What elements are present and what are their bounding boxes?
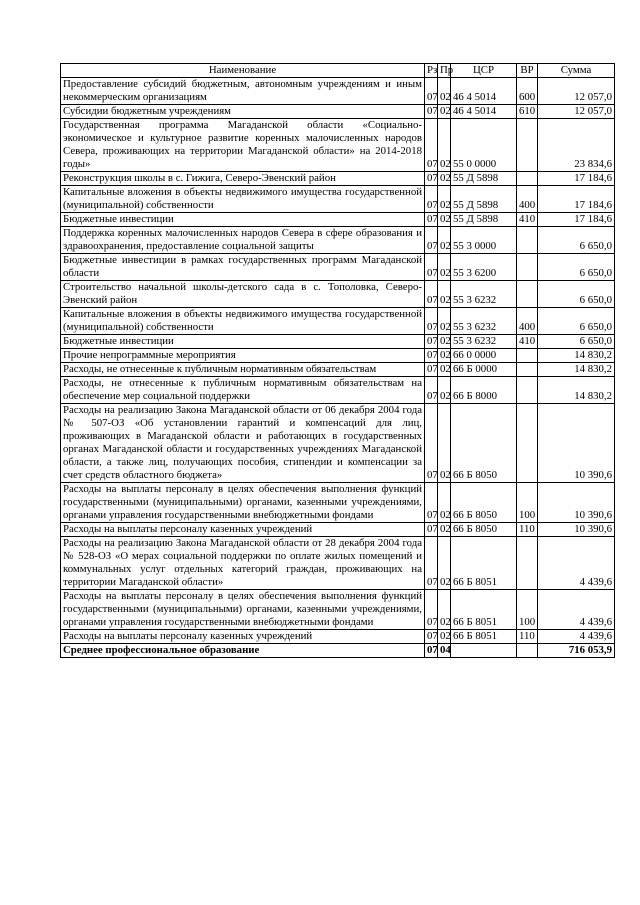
cell-sum: 17 184,6 (538, 172, 615, 186)
cell-pr: 02 (438, 308, 451, 335)
cell-sum: 10 390,6 (538, 404, 615, 483)
cell-vr (517, 119, 538, 172)
table-row (61, 213, 615, 227)
cell-pr: 02 (438, 377, 451, 404)
cell-sum: 17 184,6 (538, 213, 615, 227)
cell-sum: 10 390,6 (538, 523, 615, 537)
table-row (61, 523, 615, 537)
cell-csr: 66 Б 8050 (451, 404, 517, 483)
table-header-row (61, 64, 615, 78)
table-row (61, 644, 615, 658)
cell-csr: 55 3 6232 (451, 335, 517, 349)
cell-pr: 02 (438, 335, 451, 349)
cell-pr: 02 (438, 537, 451, 590)
cell-sum: 4 439,6 (538, 630, 615, 644)
table-row (61, 349, 615, 363)
cell-name: Расходы на реализацию Закона Магаданской области от 28 декабря 2004 года № 528-ОЗ «О мерах социальной поддержки по оплате жилых помещений и коммунальных услуг отдельных категорий граждан, проживающих на территории Магаданской области» (61, 537, 425, 590)
cell-pr: 02 (438, 172, 451, 186)
cell-pr: 02 (438, 349, 451, 363)
cell-pr: 02 (438, 630, 451, 644)
cell-csr: 66 Б 8051 (451, 630, 517, 644)
cell-vr (517, 281, 538, 308)
cell-vr: 410 (517, 213, 538, 227)
cell-name: Расходы на выплаты персоналу казенных учреждений (61, 523, 425, 537)
cell-sum: 14 830,2 (538, 377, 615, 404)
cell-pr: 02 (438, 105, 451, 119)
cell-csr: 55 Д 5898 (451, 213, 517, 227)
cell-pr: 02 (438, 227, 451, 254)
table-row (61, 630, 615, 644)
cell-name: Расходы на выплаты персоналу в целях обеспечения выполнения функций государственными (муниципальными) органами, казенными учреждениями, органами управления государственными внебюджетными фондами (61, 483, 425, 523)
cell-rz: 07 (425, 119, 438, 172)
cell-pr: 02 (438, 254, 451, 281)
table-body (61, 78, 615, 658)
header-vr: ВР (517, 64, 538, 78)
table-row (61, 590, 615, 630)
cell-rz: 07 (425, 404, 438, 483)
cell-csr: 46 4 5014 (451, 78, 517, 105)
table-row (61, 335, 615, 349)
cell-sum: 17 184,6 (538, 186, 615, 213)
table-row (61, 172, 615, 186)
table-row (61, 186, 615, 213)
cell-vr (517, 172, 538, 186)
cell-rz: 07 (425, 523, 438, 537)
cell-rz: 07 (425, 213, 438, 227)
cell-name: Капитальные вложения в объекты недвижимого имущества государственной (муниципальной) собственности (61, 186, 425, 213)
cell-sum: 10 390,6 (538, 483, 615, 523)
cell-csr: 55 Д 5898 (451, 186, 517, 213)
cell-rz: 07 (425, 377, 438, 404)
cell-csr: 55 0 0000 (451, 119, 517, 172)
cell-vr: 100 (517, 483, 538, 523)
cell-csr: 66 Б 8000 (451, 377, 517, 404)
cell-pr: 04 (438, 644, 451, 658)
header-pr: Пр (438, 64, 451, 78)
cell-pr: 02 (438, 213, 451, 227)
cell-vr (517, 363, 538, 377)
cell-sum: 6 650,0 (538, 281, 615, 308)
cell-rz: 07 (425, 227, 438, 254)
cell-csr: 66 Б 0000 (451, 363, 517, 377)
cell-vr (517, 377, 538, 404)
cell-sum: 4 439,6 (538, 537, 615, 590)
cell-rz: 07 (425, 308, 438, 335)
cell-pr: 02 (438, 523, 451, 537)
cell-vr: 410 (517, 335, 538, 349)
cell-vr (517, 227, 538, 254)
cell-sum: 6 650,0 (538, 227, 615, 254)
cell-pr: 02 (438, 186, 451, 213)
cell-sum: 23 834,6 (538, 119, 615, 172)
cell-name: Среднее профессиональное образование (61, 644, 425, 658)
cell-pr: 02 (438, 78, 451, 105)
cell-vr (517, 404, 538, 483)
cell-vr: 110 (517, 523, 538, 537)
cell-vr: 610 (517, 105, 538, 119)
cell-vr (517, 349, 538, 363)
table-row (61, 404, 615, 483)
cell-name: Бюджетные инвестиции (61, 335, 425, 349)
cell-csr (451, 644, 517, 658)
header-rz: Рз (425, 64, 438, 78)
cell-name: Поддержка коренных малочисленных народов Севера в сфере образования и здравоохранения, предоставление социальной защиты (61, 227, 425, 254)
cell-pr: 02 (438, 404, 451, 483)
cell-rz: 07 (425, 537, 438, 590)
table-row (61, 483, 615, 523)
cell-csr: 55 3 6200 (451, 254, 517, 281)
cell-name: Расходы, не отнесенные к публичным нормативным обязательствам (61, 363, 425, 377)
cell-sum: 6 650,0 (538, 254, 615, 281)
cell-vr (517, 254, 538, 281)
cell-name: Расходы на реализацию Закона Магаданской области от 06 декабря 2004 года № 507-ОЗ «Об установлении гарантий и компенсаций для лиц, проживающих в Магаданской области и работающих в государственных органах Магаданской области и государственных учреждениях Магаданской области, а также лиц, получающих пособия, стипендии и компенсации за счет средств областного бюджета» (61, 404, 425, 483)
table-row (61, 537, 615, 590)
cell-sum: 14 830,2 (538, 363, 615, 377)
cell-rz: 07 (425, 363, 438, 377)
cell-vr: 400 (517, 186, 538, 213)
cell-name: Субсидии бюджетным учреждениям (61, 105, 425, 119)
table-row (61, 105, 615, 119)
cell-name: Строительство начальной школы-детского сада в с. Тополовка, Северо-Эвенский район (61, 281, 425, 308)
cell-csr: 66 Б 8051 (451, 537, 517, 590)
cell-csr: 55 3 6232 (451, 281, 517, 308)
cell-csr: 46 4 5014 (451, 105, 517, 119)
table-row (61, 227, 615, 254)
cell-sum: 12 057,0 (538, 78, 615, 105)
cell-sum: 14 830,2 (538, 349, 615, 363)
cell-name: Бюджетные инвестиции (61, 213, 425, 227)
cell-csr: 66 Б 8050 (451, 483, 517, 523)
cell-csr: 66 Б 8051 (451, 590, 517, 630)
table-row (61, 254, 615, 281)
cell-rz: 07 (425, 78, 438, 105)
cell-vr: 400 (517, 308, 538, 335)
cell-sum: 12 057,0 (538, 105, 615, 119)
cell-rz: 07 (425, 105, 438, 119)
cell-rz: 07 (425, 483, 438, 523)
cell-name: Предоставление субсидий бюджетным, автономным учреждениям и иным некоммерческим организациям (61, 78, 425, 105)
budget-table (60, 63, 615, 658)
header-name: Наименование (61, 64, 425, 78)
cell-sum: 6 650,0 (538, 335, 615, 349)
cell-pr: 02 (438, 281, 451, 308)
cell-rz: 07 (425, 281, 438, 308)
cell-vr: 110 (517, 630, 538, 644)
cell-name: Расходы на выплаты персоналу казенных учреждений (61, 630, 425, 644)
cell-csr: 55 3 0000 (451, 227, 517, 254)
cell-csr: 55 Д 5898 (451, 172, 517, 186)
cell-name: Государственная программа Магаданской области «Социально-экономическое и культурное развитие коренных малочисленных народов Севера, проживающих на территории Магаданской области» на 2014-2018 годы» (61, 119, 425, 172)
cell-rz: 07 (425, 172, 438, 186)
cell-name: Бюджетные инвестиции в рамках государственных программ Магаданской области (61, 254, 425, 281)
cell-pr: 02 (438, 119, 451, 172)
table-row (61, 363, 615, 377)
cell-vr: 100 (517, 590, 538, 630)
cell-rz: 07 (425, 335, 438, 349)
cell-sum: 6 650,0 (538, 308, 615, 335)
cell-name: Расходы на выплаты персоналу в целях обеспечения выполнения функций государственными (муниципальными) органами, казенными учреждениями, органами управления государственными внебюджетными фондами (61, 590, 425, 630)
cell-vr: 600 (517, 78, 538, 105)
cell-sum: 716 053,9 (538, 644, 615, 658)
header-csr: ЦСР (451, 64, 517, 78)
cell-name: Реконструкция школы в с. Гижига, Северо-Эвенский район (61, 172, 425, 186)
cell-rz: 07 (425, 630, 438, 644)
table-row (61, 78, 615, 105)
cell-rz: 07 (425, 186, 438, 213)
header-sum: Сумма (538, 64, 615, 78)
cell-pr: 02 (438, 363, 451, 377)
table-row (61, 308, 615, 335)
cell-rz: 07 (425, 590, 438, 630)
table-row (61, 281, 615, 308)
table-row (61, 377, 615, 404)
cell-vr (517, 644, 538, 658)
cell-pr: 02 (438, 483, 451, 523)
cell-sum: 4 439,6 (538, 590, 615, 630)
cell-csr: 66 0 0000 (451, 349, 517, 363)
cell-rz: 07 (425, 349, 438, 363)
table-row (61, 119, 615, 172)
cell-rz: 07 (425, 254, 438, 281)
cell-name: Прочие непрограммные мероприятия (61, 349, 425, 363)
cell-vr (517, 537, 538, 590)
cell-csr: 55 3 6232 (451, 308, 517, 335)
cell-rz: 07 (425, 644, 438, 658)
cell-csr: 66 Б 8050 (451, 523, 517, 537)
cell-pr: 02 (438, 590, 451, 630)
cell-name: Капитальные вложения в объекты недвижимого имущества государственной (муниципальной) собственности (61, 308, 425, 335)
cell-name: Расходы, не отнесенные к публичным нормативным обязательствам на обеспечение мер социальной поддержки (61, 377, 425, 404)
